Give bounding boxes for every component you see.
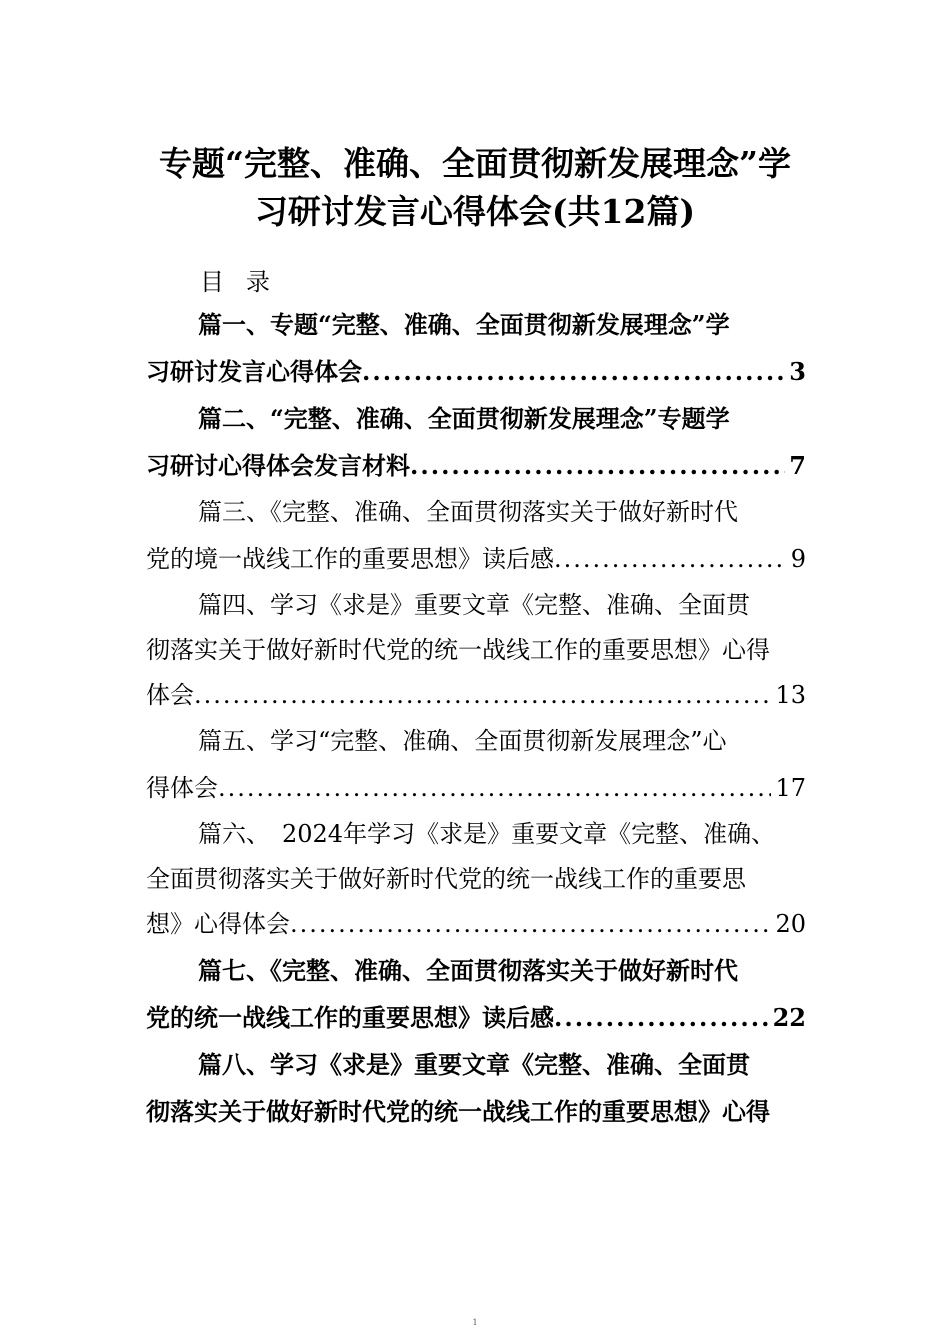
- toc-entry-line: [146, 994, 806, 1041]
- toc-entry-line: [146, 348, 806, 395]
- toc-entry-text: 篇一、专题“完整、准确、全面贯彻新发展理念”学: [198, 310, 730, 339]
- toc-entry-line: [146, 718, 806, 765]
- toc-page-number: 20: [775, 910, 806, 938]
- toc-entry-text: 全面贯彻落实关于做好新时代党的统一战线工作的重要思: [146, 865, 746, 893]
- toc-entry-text: 篇二、“完整、准确、全面贯彻新发展理念”专题学: [198, 404, 730, 433]
- toc-entry-text: 习研讨心得体会发言材料: [146, 451, 410, 480]
- toc-entry[interactable]: [146, 301, 806, 395]
- toc-entry-text: 篇四、学习《求是》重要文章《完整、准确、全面贯: [198, 591, 750, 619]
- toc-entry-line: [146, 442, 806, 489]
- toc-dot-leader: [554, 536, 787, 583]
- toc-page-number: 7: [789, 451, 806, 480]
- page-number: 1: [472, 1318, 478, 1327]
- toc-entry-text: 彻落实关于做好新时代党的统一战线工作的重要思想》心得: [146, 1097, 770, 1126]
- toc-dot-leader: [290, 902, 771, 947]
- toc-entry[interactable]: [146, 583, 806, 718]
- toc-dot-leader: [194, 673, 771, 718]
- title-line-1: 专题“完整、准确、全面贯彻新发展理念”学: [159, 144, 791, 183]
- toc-page-number: 17: [775, 774, 806, 802]
- toc-dot-leader: [362, 348, 785, 395]
- toc-entry[interactable]: [146, 489, 806, 583]
- toc-entry-text: 党的境一战线工作的重要思想》读后感: [146, 545, 554, 573]
- toc-entry-line: [146, 765, 806, 812]
- toc-page-number: 13: [775, 681, 806, 709]
- toc-page-number: 3: [789, 357, 806, 386]
- toc-entry-text: 篇五、学习“完整、准确、全面贯彻新发展理念”心: [198, 727, 727, 755]
- toc-dot-leader: [218, 765, 771, 812]
- toc-dot-leader: [410, 442, 785, 489]
- toc-entry[interactable]: [146, 718, 806, 812]
- toc-entry[interactable]: [146, 395, 806, 489]
- toc-heading: 目录: [200, 268, 292, 296]
- toc-entry-line: [146, 947, 806, 994]
- toc-entry-text: 党的统一战线工作的重要思想》读后感: [146, 1003, 554, 1032]
- toc-entry[interactable]: [146, 1041, 806, 1135]
- toc-entry-text: 体会: [146, 681, 194, 709]
- toc-entry-line: [146, 673, 806, 718]
- toc-entry-text: 彻落实关于做好新时代党的统一战线工作的重要思想》心得: [146, 636, 770, 664]
- toc-entry-text: 想》心得体会: [146, 910, 290, 938]
- toc-entry-line: [146, 489, 806, 536]
- table-of-contents: [146, 301, 806, 1135]
- toc-entry-line: [146, 902, 806, 947]
- document-title: [60, 140, 890, 236]
- toc-entry-text: 篇六、 2024年学习《求是》重要文章《完整、准确、: [198, 820, 776, 848]
- toc-page-number: 9: [790, 545, 806, 573]
- toc-entry-text: 篇七、《完整、准确、全面贯彻落实关于做好新时代: [198, 956, 738, 985]
- toc-entry-line: [146, 301, 806, 348]
- toc-entry-line: [146, 1088, 806, 1135]
- toc-dot-leader: [554, 994, 769, 1041]
- toc-entry[interactable]: [146, 812, 806, 947]
- toc-entry-text: 得体会: [146, 774, 218, 802]
- toc-entry-text: 篇八、学习《求是》重要文章《完整、准确、全面贯: [198, 1050, 750, 1079]
- toc-entry-line: [146, 1041, 806, 1088]
- toc-entry-text: 习研讨发言心得体会: [146, 357, 362, 386]
- toc-entry[interactable]: [146, 947, 806, 1041]
- title-line-2: 习研讨发言心得体会(共12篇): [254, 192, 696, 231]
- toc-entry-text: 篇三、《完整、准确、全面贯彻落实关于做好新时代: [198, 498, 738, 526]
- toc-entry-line: [146, 536, 806, 583]
- toc-entry-line: [146, 812, 806, 857]
- toc-entry-line: [146, 395, 806, 442]
- toc-entry-line: [146, 857, 806, 902]
- toc-entry-line: [146, 628, 806, 673]
- toc-entry-line: [146, 583, 806, 628]
- toc-page-number: 22: [772, 1003, 806, 1032]
